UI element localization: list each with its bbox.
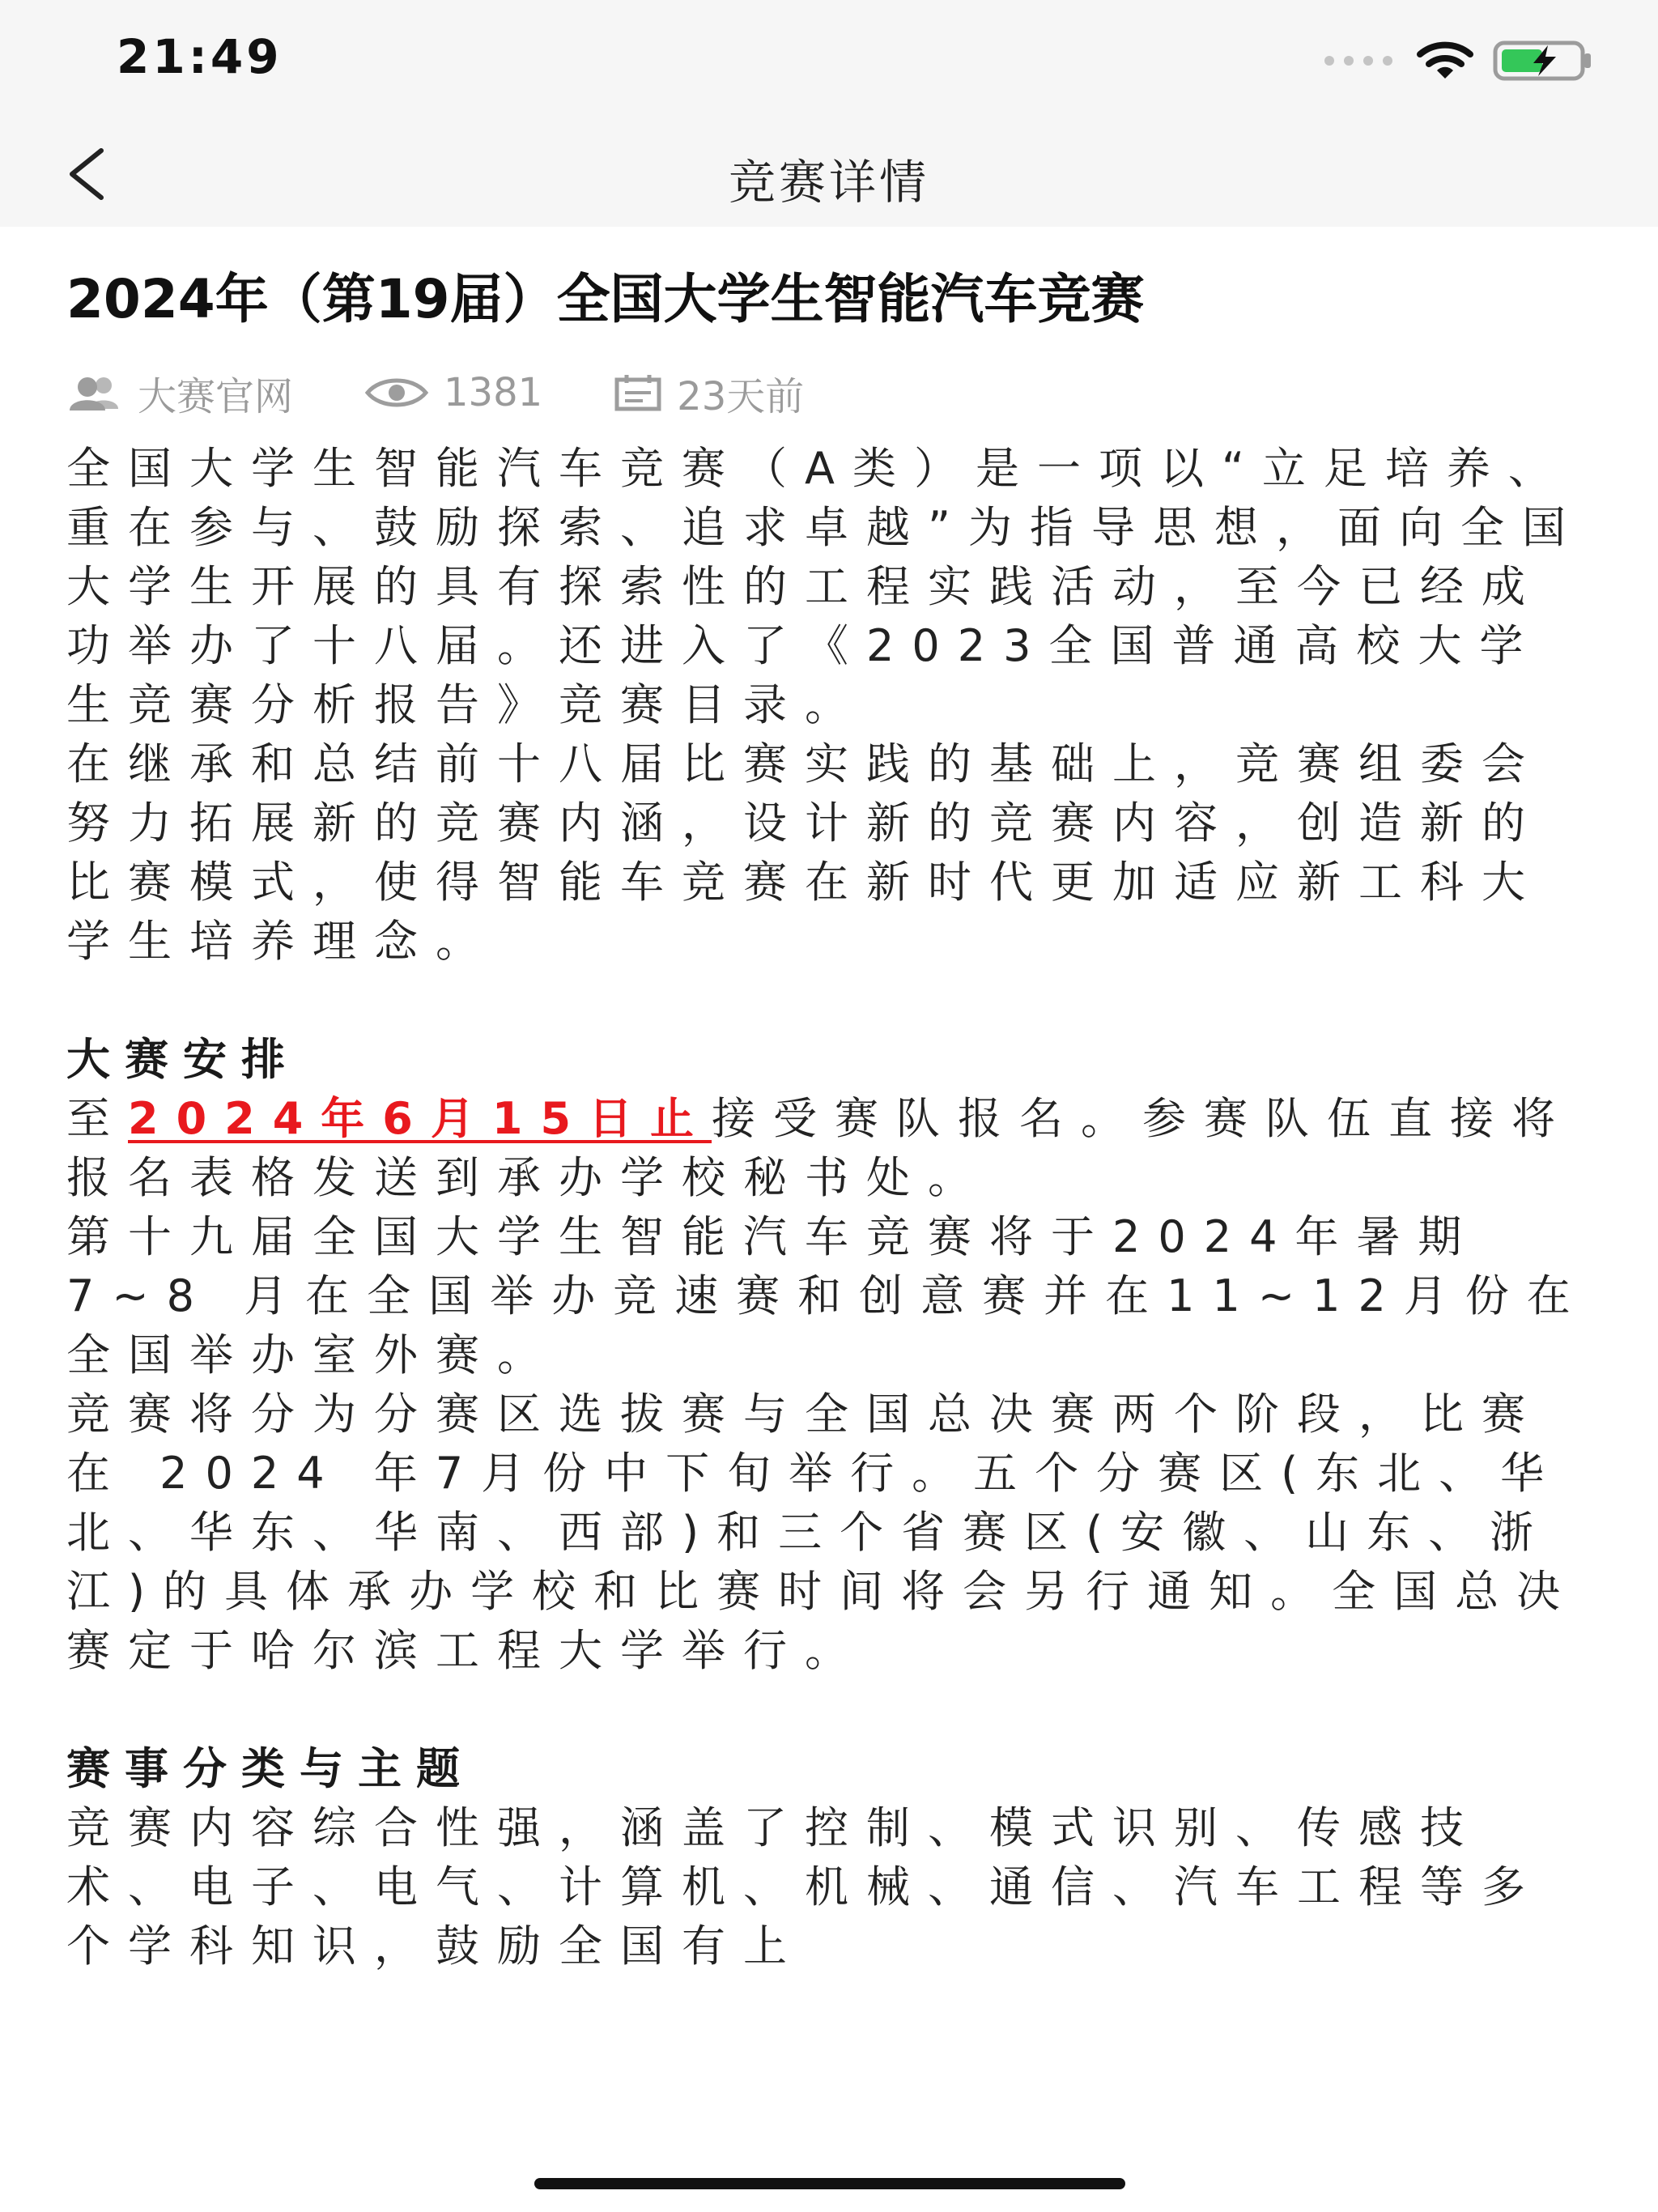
navigation-bar xyxy=(0,121,1658,227)
section-heading-schedule: 大赛安排 xyxy=(66,1034,300,1085)
schedule-rest: 接受赛队报名。参赛队伍直接将报名表格发送到承办学校秘书处。 xyxy=(66,1093,1574,1203)
meta-source-text: 大赛官网 xyxy=(138,373,294,419)
paragraph-gap xyxy=(66,1680,1596,1739)
schedule-prefix: 至 xyxy=(66,1093,128,1144)
meta-views-count: 1381 xyxy=(444,370,543,415)
schedule-paragraph-1 xyxy=(66,1089,1596,1207)
meta-views xyxy=(364,370,542,415)
users-icon xyxy=(66,375,123,410)
categories-paragraph-1: 竞赛内容综合性强，涵盖了控制、模式识别、传感技术、电子、电气、计算机、机械、通信、汽车工程等多个学科知识，鼓励全国有上 xyxy=(66,1802,1543,1972)
paragraph-gap xyxy=(66,971,1596,1030)
wifi-icon xyxy=(1417,40,1473,82)
meta-time xyxy=(614,365,804,421)
intro-paragraph-1: 全国大学生智能汽车竞赛（A类）是一项以“立足培养、重在参与、鼓励探索、追求卓越”为指导思想，面向全国大学生开展的具有探索性的工程实践活动，至今已经成功举办了十八届。还进入了《2023全国普通高校大学生竞赛分析报告》竞赛目录。 xyxy=(66,443,1584,730)
page-title: 竞赛详情 xyxy=(728,155,929,210)
article xyxy=(66,243,1596,1976)
article-body xyxy=(66,439,1596,1976)
article-title: 2024年（第19届）全国大学生智能汽车竞赛 xyxy=(66,268,1145,330)
eye-icon xyxy=(364,375,429,410)
registration-deadline: 2024年6月15日止 xyxy=(128,1093,712,1144)
calendar-icon xyxy=(614,373,662,412)
battery-charging-icon xyxy=(1493,39,1593,83)
section-heading-categories: 赛事分类与主题 xyxy=(66,1743,474,1794)
meta-source xyxy=(66,365,293,421)
schedule-paragraph-3: 竞赛将分为分赛区选拔赛与全国总决赛两个阶段，比赛在 2024 年7月份中下旬举行。五个分赛区(东北、华北、华东、华南、西部)和三个省赛区(安徽、山东、浙江)的具体承办学校和比赛时间将会另行通知。全国总决赛定于哈尔滨工程大学举行。 xyxy=(66,1389,1579,1676)
status-icons xyxy=(1323,39,1593,83)
article-meta xyxy=(66,356,1596,429)
meta-time-text: 23天前 xyxy=(677,373,805,419)
signal-dots-icon xyxy=(1323,54,1397,67)
status-time: 21:49 xyxy=(117,29,283,84)
status-bar xyxy=(0,0,1658,121)
schedule-paragraph-2: 第十九届全国大学生智能汽车竞赛将于2024年暑期7~8 月在全国举办竞速赛和创意赛并在11~12月份在全国举办室外赛。 xyxy=(66,1211,1588,1380)
intro-paragraph-2: 在继承和总结前十八届比赛实践的基础上，竞赛组委会努力拓展新的竞赛内涵，设计新的竞赛内容，创造新的比赛模式，使得智能车竞赛在新时代更加适应新工科大学生培养理念。 xyxy=(66,738,1543,967)
home-indicator[interactable] xyxy=(534,2178,1125,2189)
